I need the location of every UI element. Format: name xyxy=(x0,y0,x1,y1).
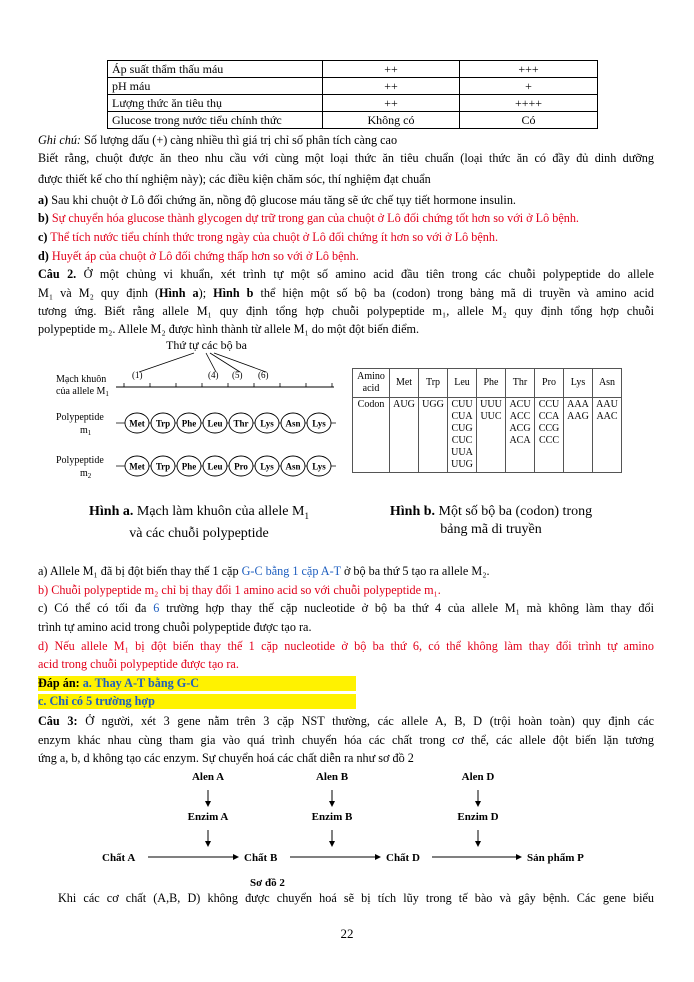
table-cell xyxy=(506,398,535,473)
position-label: (5) xyxy=(232,370,243,380)
table-header: Phe xyxy=(477,369,506,398)
codon-value: UUA xyxy=(451,447,473,458)
enzyme-label: Enzim D xyxy=(457,811,499,823)
figure-a-caption: Hình a. Mạch làm khuôn của allele $M_1$ và các chuỗi polypeptide xyxy=(89,504,309,541)
amino-acid-label: Thr xyxy=(233,418,249,429)
table-cell: ++ xyxy=(323,61,460,78)
amino-acid-label: Asn xyxy=(285,461,301,472)
note-line-3: được thiết kế cho thí nghiệm này); các điều kiện chăm sóc, thí nghiệm đạt chuẩn xyxy=(38,172,431,186)
q2-intro-line-4: polypeptide m₂. Allele M₂ được hình thành từ allele M₁ do một đột biến điểm. xyxy=(38,322,420,336)
table-row xyxy=(108,61,598,78)
table-header: Pro xyxy=(535,369,564,398)
allele-label: Alen A xyxy=(191,771,225,783)
q2-statement-b: b) Chuỗi polypeptide m₂ chỉ bị thay đổi 1 amino acid so với chuỗi polypeptide m₁. xyxy=(38,583,441,597)
q2-intro-line-2: M₁ và M₂ quy định (Hình a); Hình b thể hiện một số bộ ba (codon) trong bảng mã di truyền và amino acid xyxy=(38,286,654,300)
codon-value: CUC xyxy=(451,435,473,446)
table-cell: Codon xyxy=(353,398,390,473)
codon-order-label: Thứ tự các bộ ba xyxy=(166,338,247,352)
table-cell: ++ xyxy=(323,95,460,112)
table-cell: +++ xyxy=(460,61,598,78)
codon-value: ACG xyxy=(509,423,531,434)
polypeptide-m1-name: $m_1$ xyxy=(80,425,92,437)
q3-line-2: enzym khác nhau cùng tham gia vào quá trình chuyển hóa các chất trong cơ thể, các allele đột biến lặn tương xyxy=(38,733,654,747)
codon-value: AAG xyxy=(567,411,589,422)
amino-acid-label: Met xyxy=(129,418,145,429)
codon-value: CUU xyxy=(451,399,473,410)
table-header: Asn xyxy=(593,369,622,398)
codon-value: CCG xyxy=(538,423,560,434)
table-row xyxy=(108,112,598,129)
substance-label: Chất D xyxy=(386,852,420,864)
note-label: Ghi chú: xyxy=(38,133,81,147)
page-number: 22 xyxy=(340,926,354,941)
table-row xyxy=(108,78,598,95)
codon-value: AAU xyxy=(596,399,618,410)
amino-acid-label: Pro xyxy=(234,461,248,472)
product-label: Sản phẩm P xyxy=(527,852,584,864)
table-cell: Lượng thức ăn tiêu thụ xyxy=(108,95,323,112)
polypeptide-m2-label: Polypeptide xyxy=(56,455,104,466)
q1-statement-d: d) Huyết áp của chuột ở Lô đối chứng thấp hơn so với ở Lô bệnh. xyxy=(38,249,359,263)
answer-line-1: Đáp án: a. Thay A-T bằng G-C xyxy=(38,676,356,691)
q2-statement-c: c) Có thể có tối đa 6 trường hợp thay thế cặp nucleotide ở bộ ba thứ 4 của allele M₁ mà không làm thay đổi xyxy=(38,601,655,615)
table-row xyxy=(108,95,598,112)
table-cell xyxy=(593,398,622,473)
codon-value: ACA xyxy=(509,435,531,446)
q2-intro-line-3: tương ứng. Biết rằng allele M₁ quy định tổng hợp chuỗi polypeptide m₁, allele M₂ quy định tổng hợp chuỗi xyxy=(38,304,654,318)
position-label: (1) xyxy=(132,370,143,380)
codon-value: CCU xyxy=(538,399,560,410)
codon-value: AAA xyxy=(567,399,589,410)
substance-label: Chất A xyxy=(102,852,136,864)
answer-line-2: c. Chỉ có 5 trường hợp xyxy=(38,694,356,709)
position-label: (4) xyxy=(208,370,219,380)
table-row xyxy=(353,398,622,473)
table-cell: pH máu xyxy=(108,78,323,95)
table-header: Lys xyxy=(564,369,593,398)
codon-value: CCC xyxy=(538,435,559,446)
table-row xyxy=(353,369,622,398)
pointer-arrow xyxy=(139,353,194,372)
table-header: Met xyxy=(390,369,419,398)
diagram-caption: Sơ đồ 2 xyxy=(250,877,285,889)
metabolic-pathway-diagram xyxy=(90,768,610,892)
enzyme-label: Enzim A xyxy=(187,811,229,823)
blood-analysis-table xyxy=(107,60,598,129)
figure-a xyxy=(54,334,344,484)
amino-acid-label: Trp xyxy=(155,418,171,429)
codon-tick-group xyxy=(124,383,332,387)
amino-acid-label: Lys xyxy=(260,418,274,429)
q3-last-line: Khi các cơ chất (A,B, D) không được chuyển hoá sẽ bị tích lũy trong tế bào và gây bệnh. Các gene biểu xyxy=(58,891,654,905)
template-label: Mạch khuôn xyxy=(56,374,107,385)
q3-line-3: ứng a, b, d không tạo các enzym. Sự chuyển hoá các chất diễn ra như sơ đồ 2 xyxy=(38,751,414,765)
table-header: Thr xyxy=(506,369,535,398)
table-cell xyxy=(448,398,477,473)
polypeptide-m2-name: $m_2$ xyxy=(80,468,92,480)
table-cell: Glucose trong nước tiểu chính thức xyxy=(108,112,323,129)
amino-acid-label: Leu xyxy=(207,418,223,429)
table-cell xyxy=(390,398,419,473)
note-line-2: Biết rằng, chuột được ăn theo nhu cầu với cùng một loại thức ăn tiêu chuẩn (loại thức ăn có đầy đủ dinh dưỡng xyxy=(38,151,654,165)
amino-acid-label: Phe xyxy=(181,461,197,472)
codon-value: ACU xyxy=(509,399,531,410)
table-cell: Có xyxy=(460,112,598,129)
table-cell xyxy=(535,398,564,473)
amino-acid-label: Leu xyxy=(207,461,223,472)
codon-value: UUC xyxy=(480,411,502,422)
codon-value: AAC xyxy=(596,411,618,422)
amino-acid-label: Lys xyxy=(312,418,326,429)
table-cell: + xyxy=(460,78,598,95)
q2-intro-line-1: Câu 2. Ở một chủng vi khuẩn, xét trình tự một số amino acid đầu tiên trong các chuỗi polypeptide do allele xyxy=(38,267,654,281)
codon-value: CCA xyxy=(538,411,560,422)
q2-statement-d-line-2: acid trong chuỗi polypeptide được tạo ra. xyxy=(38,657,239,671)
amino-acid-label: Met xyxy=(129,461,145,472)
table-header: Trp xyxy=(419,369,448,398)
amino-acid-label: Lys xyxy=(312,461,326,472)
allele-label: Alen B xyxy=(315,771,349,783)
codon-value: CUG xyxy=(451,423,473,434)
table-header: Leu xyxy=(448,369,477,398)
codon-value: UUU xyxy=(480,399,502,410)
table-cell: ++++ xyxy=(460,95,598,112)
allele-label: Alen D xyxy=(461,771,495,783)
q2-statement-d: d) Nếu allele M₁ bị đột biến thay thế 1 cặp nucleotide ở bộ ba thứ 6, có thể không làm thay đổi trình tự amino xyxy=(38,639,654,653)
q3-line-1: Câu 3: Ở người, xét 3 gene nằm trên 3 cặp NST thường, các allele A, B, D (trội hoàn toàn) quy định các xyxy=(38,714,654,728)
amino-acid-label: Trp xyxy=(155,461,171,472)
note-line: Ghi chú: Số lượng dấu (+) càng nhiều thì giá trị chỉ số phân tích càng cao xyxy=(38,133,398,147)
table-header: Amino acid xyxy=(353,369,390,398)
q1-statement-c: c) Thể tích nước tiểu chính thức trong ngày của chuột ở Lô đối chứng ít hơn so với ở Lô bệnh. xyxy=(38,230,499,244)
position-label: (6) xyxy=(258,370,269,380)
q2-statement-a: a) Allele M₁ đã bị đột biến thay thế 1 cặp G-C bằng 1 cặp A-T ở bộ ba thứ 5 tạo ra allele M₂. xyxy=(38,564,490,578)
q2-statement-c-line-2: trình tự amino acid trong chuỗi polypeptide được tạo ra. xyxy=(38,620,312,634)
table-cell: Áp suất thẩm thấu máu xyxy=(108,61,323,78)
q1-statement-a: a) Sau khi chuột ở Lô đối chứng ăn, nồng độ glucose máu tăng sẽ ức chế tụy tiết hormone insulin. xyxy=(38,193,516,207)
codon-value: AUG xyxy=(393,399,415,410)
codon-value: UGG xyxy=(422,399,444,410)
codon-value: CUA xyxy=(451,411,473,422)
table-cell xyxy=(564,398,593,473)
amino-acid-label: Asn xyxy=(285,418,301,429)
table-cell: Không có xyxy=(323,112,460,129)
codon-value: UUG xyxy=(451,459,473,470)
amino-acid-label: Phe xyxy=(181,418,197,429)
polypeptide-m1-label: Polypeptide xyxy=(56,412,104,423)
template-label-2: của allele $M_1$ xyxy=(56,386,109,398)
amino-acid-label: Lys xyxy=(260,461,274,472)
substance-label: Chất B xyxy=(244,852,278,864)
enzyme-label: Enzim B xyxy=(311,811,353,823)
figure-b-caption: Hình b. Một số bộ ba (codon) trong bảng mã di truyền xyxy=(389,504,593,537)
codon-table xyxy=(352,368,622,473)
table-cell xyxy=(419,398,448,473)
table-cell xyxy=(477,398,506,473)
codon-value: ACC xyxy=(509,411,531,422)
q1-statement-b: b) Sự chuyển hóa glucose thành glycogen dự trữ trong gan của chuột ở Lô đối chứng tốt hơn so với ở Lô bệnh. xyxy=(38,211,579,225)
table-cell: ++ xyxy=(323,78,460,95)
